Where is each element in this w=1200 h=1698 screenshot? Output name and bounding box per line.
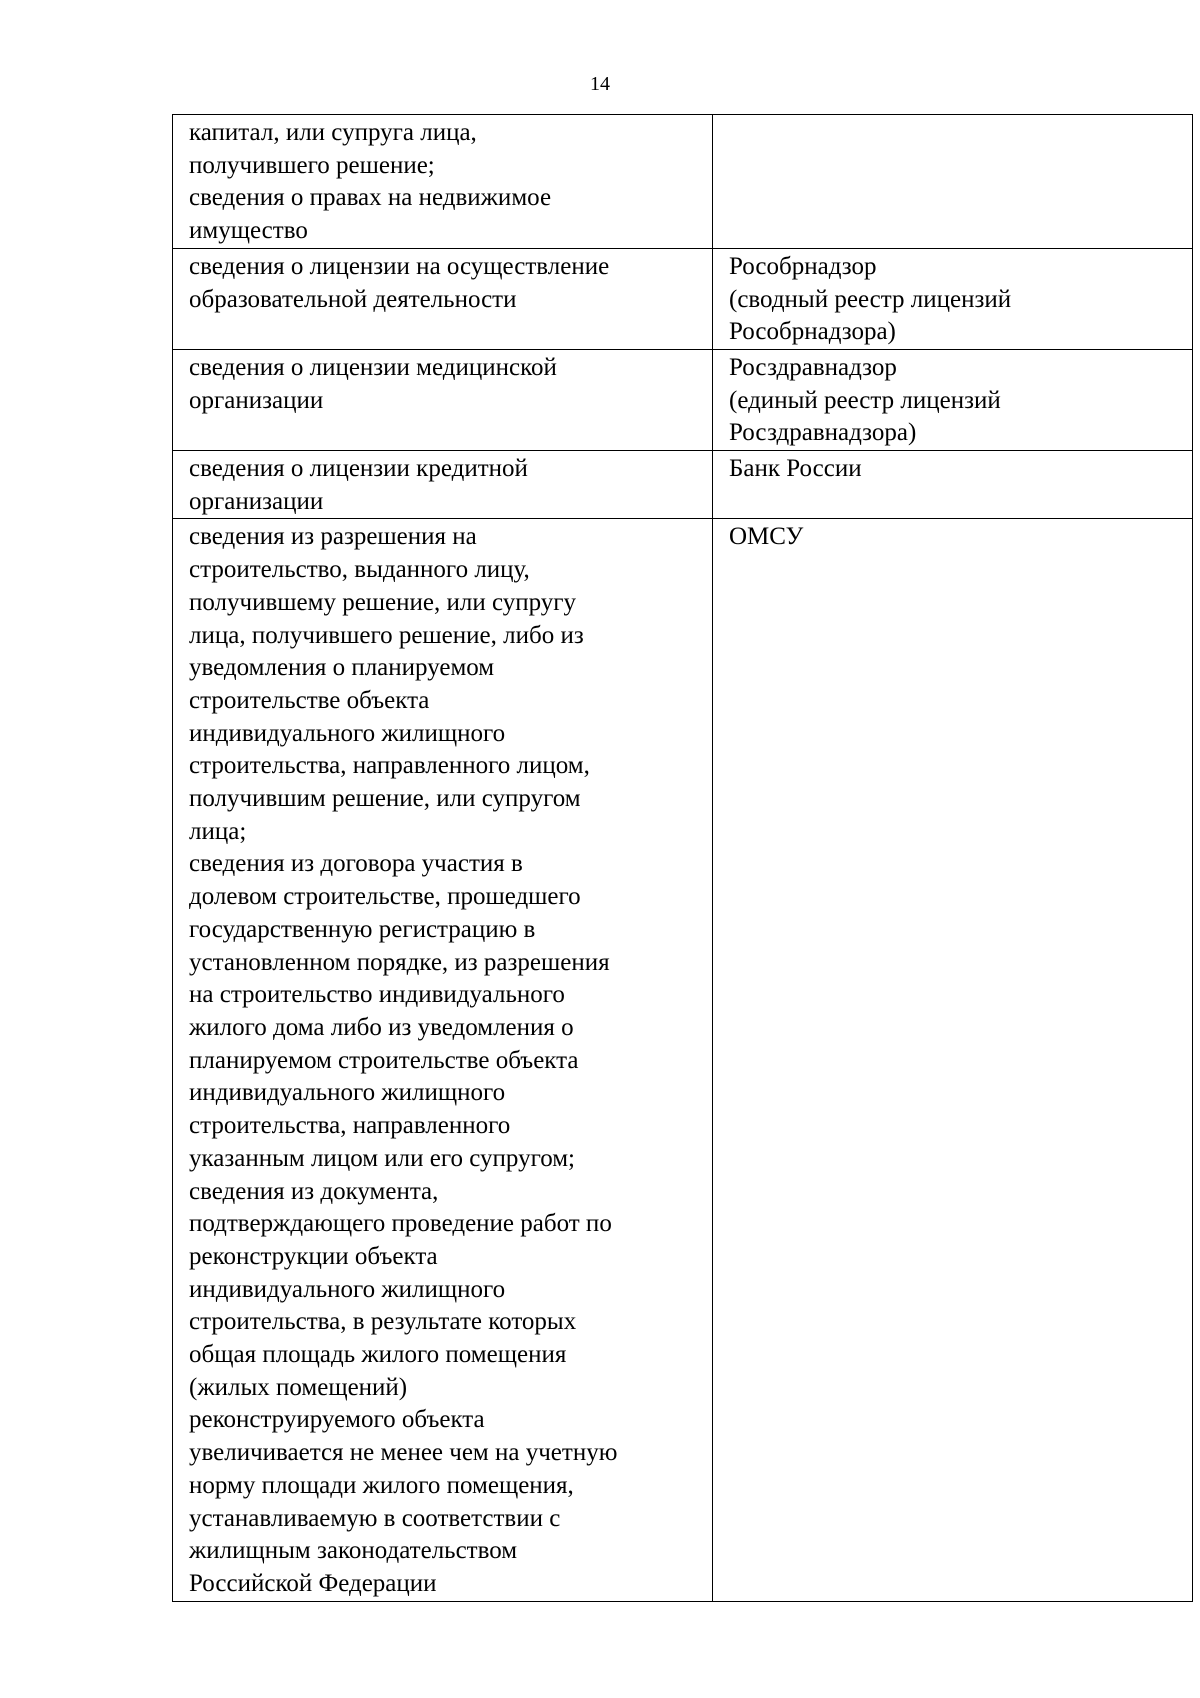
info-line: реконструкции объекта: [189, 1242, 438, 1270]
source-line: Рособрнадзора): [729, 318, 896, 346]
info-cell: [173, 519, 713, 1601]
source-cell: [713, 248, 1193, 349]
info-line: сведения из разрешения на: [189, 523, 477, 551]
info-line: строительстве объекта: [189, 686, 430, 714]
info-line: устанавливаемую в соответствии с: [189, 1504, 561, 1532]
info-line: организации: [189, 487, 324, 515]
info-line: реконструируемого объекта: [189, 1406, 485, 1434]
info-line: государственную регистрацию в: [189, 915, 536, 943]
info-line: на строительство индивидуального: [189, 981, 565, 1009]
table-row: [173, 519, 1193, 1601]
source-line: Росздравнадзор: [729, 353, 897, 381]
table-row: [173, 115, 1193, 249]
info-cell: [173, 248, 713, 349]
table-body: [173, 115, 1193, 1602]
info-line: получившим решение, или супругом: [189, 785, 581, 813]
info-line: уведомления о планируемом: [189, 654, 495, 682]
info-line: лица, получившего решение, либо из: [189, 621, 584, 649]
info-line: лица;: [189, 817, 247, 845]
source-line: Банк России: [729, 455, 862, 483]
info-line: норму площади жилого помещения,: [189, 1471, 574, 1499]
source-cell: [713, 349, 1193, 450]
info-line: жилого дома либо из уведомления о: [189, 1013, 574, 1041]
info-line: подтверждающего проведение работ по: [189, 1210, 612, 1238]
info-cell: [173, 451, 713, 519]
table-row: [173, 349, 1193, 450]
info-line: строительство, выданного лицу,: [189, 556, 530, 584]
info-line: сведения из договора участия в: [189, 850, 523, 878]
info-line: сведения о лицензии на осуществление: [189, 252, 610, 280]
info-line: (жилых помещений): [189, 1373, 408, 1401]
info-cell: [173, 349, 713, 450]
info-line: строительства, в результате которых: [189, 1308, 577, 1336]
info-line: образовательной деятельности: [189, 285, 517, 313]
info-line: сведения о правах на недвижимое: [189, 184, 552, 212]
info-line: получившего решение;: [189, 151, 435, 179]
info-line: Российской Федерации: [189, 1569, 437, 1597]
info-line: сведения из документа,: [189, 1177, 439, 1205]
table-row: [173, 451, 1193, 519]
source-line: Росздравнадзора): [729, 419, 917, 447]
source-cell: [713, 519, 1193, 1601]
info-line: имущество: [189, 217, 308, 245]
table-row: [173, 248, 1193, 349]
info-line: индивидуального жилищного: [189, 1275, 506, 1303]
page-number: 14: [590, 73, 610, 95]
source-cell: [713, 451, 1193, 519]
info-line: указанным лицом или его супругом;: [189, 1144, 575, 1172]
source-line: ОМСУ: [729, 523, 804, 551]
info-line: строительства, направленного: [189, 1112, 511, 1140]
info-line: капитал, или супруга лица,: [189, 119, 477, 146]
info-cell: [173, 115, 713, 249]
source-line: (единый реестр лицензий: [729, 386, 1001, 414]
info-line: увеличивается не менее чем на учетную: [189, 1439, 618, 1467]
info-line: сведения о лицензии медицинской: [189, 353, 557, 381]
source-line: Рособрнадзор: [729, 252, 877, 280]
info-sources-table: [172, 114, 1193, 1602]
info-line: индивидуального жилищного: [189, 1079, 506, 1107]
source-line: (сводный реестр лицензий: [729, 285, 1012, 313]
info-line: сведения о лицензии кредитной: [189, 455, 528, 483]
info-line: жилищным законодательством: [189, 1537, 518, 1565]
info-line: общая площадь жилого помещения: [189, 1341, 567, 1369]
info-line: организации: [189, 386, 324, 414]
info-line: строительства, направленного лицом,: [189, 752, 590, 780]
info-line: установленном порядке, из разрешения: [189, 948, 610, 976]
info-line: долевом строительстве, прошедшего: [189, 883, 581, 911]
source-cell: [713, 115, 1193, 249]
info-line: индивидуального жилищного: [189, 719, 506, 747]
info-line: получившему решение, или супругу: [189, 588, 577, 616]
info-line: планируемом строительстве объекта: [189, 1046, 579, 1074]
